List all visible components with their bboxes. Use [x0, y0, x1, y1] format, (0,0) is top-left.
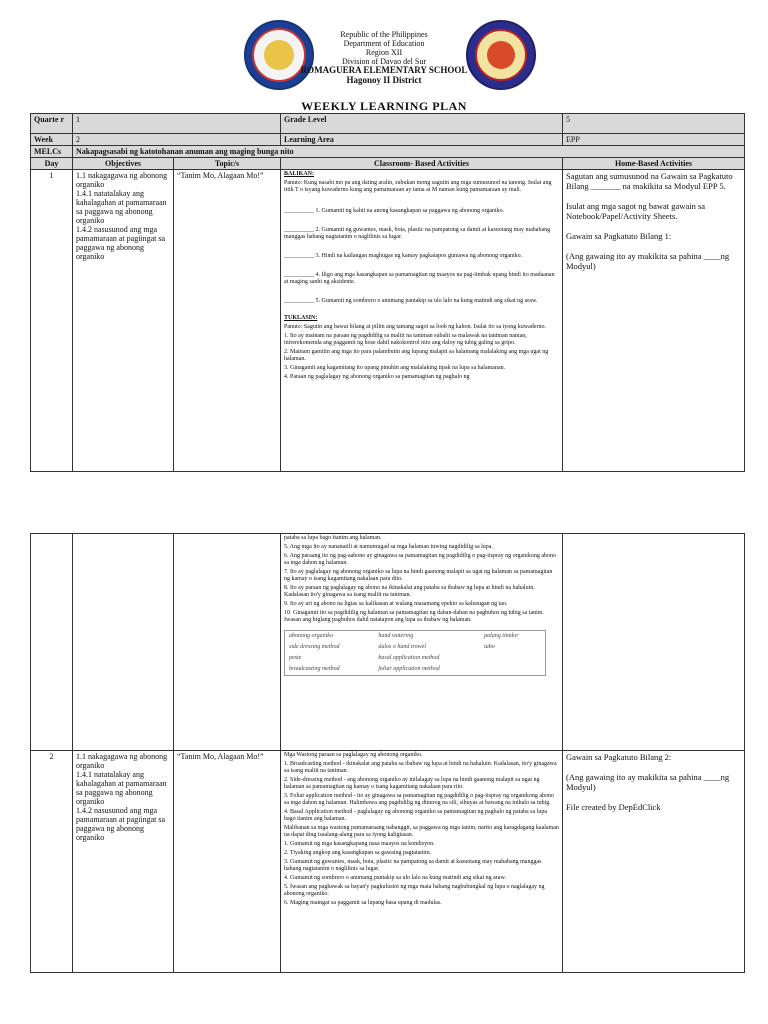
balikan-item: __________ 2. Gumamit ng guwantes, mask, bota, plastic na pampatong sa damit at kasuotang may mahabang manggas habang nagtatanim o naglilinis sa lugar. [284, 227, 551, 240]
col-topics: Topic/s [174, 158, 281, 170]
day2-item: 1. Broadcasting method - ikinakalat ang pataba sa ibabaw ng lupa at hindi na hahaluin. Kadalasan, ito'y ginagawa sa isang maliit na taniman. [284, 761, 557, 774]
choice: side dressing method [289, 644, 340, 650]
day1-objectives: 1.1 nakagagawa ng abonong organiko 1.4.1 natatalakay ang kahalagahan at pamamaraan sa paggawa ng abonong organiko 1.4.2 nasusunod ang mga pamamaraan at pagiingat sa paggawa ng abonong organiko [73, 170, 174, 472]
quarter-value: 1 [73, 114, 281, 134]
balikan-item: __________ 3. Hindi na kailangan maghugas ng kamay pagkatapos gumawa ng abonong organiko. [284, 253, 523, 259]
weekly-plan-table-page2 [30, 533, 745, 973]
day2-home [563, 751, 745, 973]
day2-topic: “Tanim Mo, Alagaan Mo!” [174, 751, 281, 973]
choice: hand watering [378, 633, 414, 639]
grade-level-label: Grade Level [281, 114, 563, 134]
choice: abonong organiko [289, 633, 333, 639]
melcs-row [31, 146, 745, 158]
home-instruction: Sagutan ang sumusunod na Gawain sa Pagkatuto Bilang _______ na makikita sa Modyul EPP 5. [566, 171, 733, 191]
day2-item: 5. Iwasan ang paghawak sa bayan'y pagkulustot ng mga mata habang nagbubungkal ng lupa o naglalagay ng abonong organiko. [284, 884, 545, 897]
day2-item: 2. Tiyaking angkop ang kasangkapan sa gawaing pagtatanim. [284, 850, 432, 856]
grade-level-value: 5 [563, 114, 745, 134]
continued-item: 6. Ang paraang ito ng pag-aabono ay ginagawa sa pamamagitan ng pagdidilig o pag-iispray ng organikong abono sa mga dahon ng halaman. [284, 553, 556, 566]
home-instruction: Gawain sa Pagkatuto Bilang 2: [566, 752, 672, 762]
day2-item: 6. Maging maingat sa paggamit sa lupang basa upang di madulas. [284, 900, 442, 906]
continued-item: 7. Ito ay paglalagay ng abonong organiko sa lupa na hindi gaanong malapit sa ugat ng halaman sa pamamagitan ng kamay o isang kagamitang nakalaan para dito. [284, 569, 553, 582]
day2-classroom [281, 751, 563, 973]
quarter-row [31, 114, 745, 134]
balikan-instructions: Panuto: Kung nasabi mo pa ang dating aralin, subukan mong sagutin ang mga sumusunod na tanong. Isulat ang titik T o tsyang kuwaderno kung ang pamamaraan ay tama at M naman kung pamamaraan ay mali. [284, 180, 552, 193]
day2-item: 4. Gumamit ng sombrero o anumang pantakip sa ulo lalo na kung matindi ang sikat ng araw. [284, 875, 506, 881]
choice [480, 664, 545, 675]
continued-item: 5. Ang mga ito ay nananatili at namumugad sa mga halaman tuwing nagdidilig sa lupa. [284, 544, 493, 550]
topic-cell-empty [174, 534, 281, 751]
republic-line: Republic of the Philippines [340, 30, 428, 39]
melcs-label: MELCs [31, 146, 73, 158]
day2-item: Mga Wastong paraan sa paglalagay ng abonong organiko. [284, 752, 423, 758]
region-line: Region XII [365, 48, 403, 57]
day1-continued-row [31, 534, 745, 751]
day2-item: 3. Gumamit ng guwantes, mask, bota, plastic na pampatong sa damit at kasuotang may mahabang manggas habang nagtatanim o naglilinis sa lugar. [284, 859, 542, 872]
division-line: Division of Davao del Sur [342, 57, 426, 66]
continued-item: pataba sa lupa bago itanim ang halaman. [284, 535, 382, 541]
day2-objectives: 1.1 nakagagawa ng abonong organiko 1.4.1 natatalakay ang kahalagahan at pamamaraan sa paggawa ng abonong organiko 1.4.2 nasusunod ang mga pamamaraan at pagiingat sa paggawa ng abonong organiko [73, 751, 174, 973]
day1-classroom-continued [281, 534, 563, 751]
quarter-label: Quarte r [31, 114, 73, 134]
choice: foliar application method [378, 666, 440, 672]
day2-item: 2. Side-dressing method - ang abonong organiko ay inilalagay sa lupa na hindi gaanong malapit sa ugat ng halaman sa pamamagitan ng kamay o isang kagamitang nakalaan para rito. [284, 777, 540, 790]
day-cell-empty [31, 534, 73, 751]
day1-home [563, 170, 745, 472]
tuklasin-instructions: Panuto: Sagutin ang bawat bilang at piliin ang tamang sagot sa loob ng kahon. Isulat ito sa iyong kuwaderno. [284, 324, 546, 330]
objectives-cell-empty [73, 534, 174, 751]
week-value: 2 [73, 134, 281, 146]
col-classroom: Classroom- Based Activities [281, 158, 563, 170]
learning-area-value: EPP [563, 134, 745, 146]
choice: basal application method [378, 655, 440, 661]
day2-item: Malibanan sa mga wastong pamamaraang nabanggit, sa paggawa ng mga tanim, narito ang karagdagang kaalaman na dapat ding isaalang-alang para sa iyong kaligtasan. [284, 825, 559, 838]
week-row [31, 134, 745, 146]
day1-number: 1 [31, 170, 73, 472]
home-instruction: (Ang gawaing ito ay makikita sa pahina ____ng Modyul) [566, 772, 730, 792]
balikan-item: __________ 5. Gumamit ng sombrero o anumang pantakip sa ulo lalo na kung matindi ang sikat ng araw. [284, 298, 538, 304]
day2-item: 4. Basal Application method - paglalagay ng abonong organiko sa pamamagitan ng paghalo ng pataba sa lupa bago itanim ang halaman. [284, 809, 547, 822]
balikan-label: BALIKAN: [284, 171, 315, 177]
col-home: Home-Based Activities [563, 158, 745, 170]
choice: peste [289, 655, 302, 661]
day2-number: 2 [31, 751, 73, 973]
balikan-item: __________ 1. Gumamit ng kahit na anong kasangkapan sa paggawa ng abonong organiko. [284, 208, 505, 214]
tuklasin-item: 3. Ginagamit ang kagamitang ito upang pinuhin ang malalaking tipak na lupa sa halamanan. [284, 365, 506, 371]
continued-item: 10. Ginagamit ito sa pagdidilig ng halaman sa pamamagitan ng dahan-dahan na pagbuhos ng tubig sa tanim. Iwasan ang biglang pagbuhos dahil natatapon ang lupa sa ibabaw ng halaman. [284, 610, 544, 623]
home-cell-empty [563, 534, 745, 751]
continued-item: 8. Ito ay paraan ng paglalagay ng abono na ikinakalat ang pataba sa ibabaw ng lupa at hindi na hahaluin. Kadalasan ito'y ginagawa sa isang maliit na taniman. [284, 585, 535, 598]
day1-row [31, 170, 745, 472]
balikan-item: __________ 4. Iligo ang mga kasangkapan sa pamamagitan ng maayos na pag-iimbak upang hindi ito madaanan at maging sanhi ng aksidente. [284, 272, 555, 285]
day1-classroom [281, 170, 563, 472]
choice: palang tinidor [484, 633, 519, 639]
tuklasin-item: 1. Ito ay mainam na paraan ng pagdidilig sa maliit na taniman subalit sa malawak na taniman naman, inirerekomenda ang paggamit ng hose dahil nakokontrol nito ang daloy ng tubig galing sa gripo. [284, 333, 527, 346]
column-header-row [31, 158, 745, 170]
tuklasin-label: TUKLASIN: [284, 315, 318, 321]
school-name: ROMAGUERA ELEMENTARY SCHOOL [300, 65, 468, 75]
choice: tabo [484, 644, 495, 650]
day1-topic: “Tanim Mo, Alagaan Mo!” [174, 170, 281, 472]
page-title: WEEKLY LEARNING PLAN [301, 99, 467, 113]
choice [480, 653, 545, 664]
weekly-plan-table-page1 [30, 113, 745, 472]
day2-row [31, 751, 745, 973]
choices-box [284, 630, 546, 676]
day2-item: 1. Gumamit ng mga kasangkapang nasa maayos na kondisyon. [284, 841, 435, 847]
week-label: Week [31, 134, 73, 146]
col-day: Day [31, 158, 73, 170]
day2-item: 3. Foliar application method - ito ay ginagawa sa pamamagitan ng pagdidilig o pag-iispray ng organikong abono sa mga dahon ng halaman. Halimbawa ang pagdidilig ng dinurog na sili, sibuyas at bawang na inihalo sa tubig. [284, 793, 554, 806]
home-instruction: (Ang gawaing ito ay makikita sa pahina ____ng Modyul) [566, 251, 730, 271]
department-line: Department of Education [343, 39, 425, 48]
tuklasin-item: 4. Paraan ng paglalagay ng abonong organiko sa pamamagitan ng paghalo ng [284, 374, 470, 380]
continued-item: 9. Ito ay uri ng abono na ligtas sa kalikasan at walang masamang epekto sa kalusugan ng tao. [284, 601, 508, 607]
home-instruction: Gawain sa Pagkatuto Bilang 1: [566, 231, 672, 241]
learning-area-label: Learning Area [281, 134, 563, 146]
choice: dulos o hand trowel [378, 644, 427, 650]
home-instruction: Isulat ang mga sagot ng bawat gawain sa Notebook/Papel/Activity Sheets. [566, 201, 706, 221]
tuklasin-item: 2. Mainam gamitin ang mga ito para palambutin ang lupang malapit sa halamang malalaking ang mga ugat ng halaman. [284, 349, 549, 362]
choice: broadcasting method [289, 666, 340, 672]
credit-line: File created by DepEdClick [566, 802, 661, 812]
district-line: Hagonoy II District [346, 75, 422, 85]
melcs-value: Nakapagsasabi ng katotohanan anuman ang maging bunga nito [73, 146, 745, 158]
col-objectives: Objectives [73, 158, 174, 170]
